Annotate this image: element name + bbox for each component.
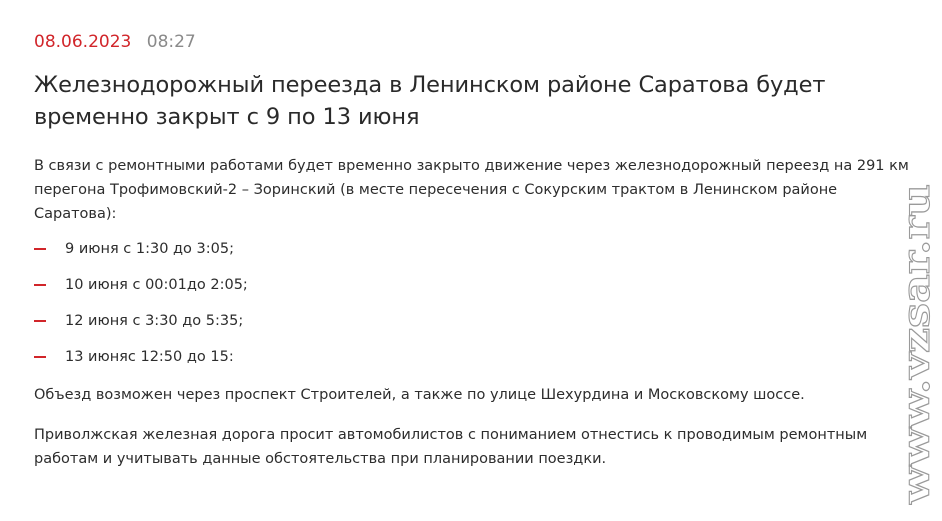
watermark-logo <box>894 178 940 508</box>
schedule-item-text: 12 июня с 3:30 до 5:35; <box>65 313 244 329</box>
article-meta <box>34 32 914 52</box>
publish-time: 08:27 <box>146 32 196 52</box>
schedule-item <box>34 273 914 297</box>
dash-bullet-icon <box>34 248 46 250</box>
schedule-item-text: 9 июня с 1:30 до 3:05; <box>65 241 234 257</box>
schedule-item <box>34 345 914 369</box>
article-title: Железнодорожный переезда в Ленинском районе Саратова будет временно закрыт с 9 по 13 июня <box>34 72 826 130</box>
watermark-text: www.vzsar.ru <box>894 236 938 504</box>
schedule-item-text: 10 июня с 00:01до 2:05; <box>65 277 248 293</box>
publish-date: 08.06.2023 <box>34 32 132 52</box>
dash-bullet-icon <box>34 320 46 322</box>
site-watermark <box>894 178 940 508</box>
article-intro: В связи с ремонтными работами будет временно закрыто движение через железнодорожный переезд на 291 км перегона Трофимовский-2 – Зоринский (в месте пересечения с Сокурским трактом в Ленинском районе Саратова): <box>34 158 909 222</box>
article-detour-paragraph: Объезд возможен через проспект Строителей, а также по улице Шехурдина и Московскому шоссе. <box>34 387 805 403</box>
schedule-item <box>34 237 914 261</box>
schedule-item <box>34 309 914 333</box>
closure-schedule-list <box>34 237 914 369</box>
dash-bullet-icon <box>34 356 46 358</box>
news-article <box>34 32 914 471</box>
article-closing-paragraph: Приволжская железная дорога просит автомобилистов с пониманием отнестись к проводимым ремонтным работам и учитывать данные обстоятельства при планировании поездки. <box>34 427 868 467</box>
schedule-item-text: 13 июняс 12:50 до 15: <box>65 349 234 365</box>
dash-bullet-icon <box>34 284 46 286</box>
